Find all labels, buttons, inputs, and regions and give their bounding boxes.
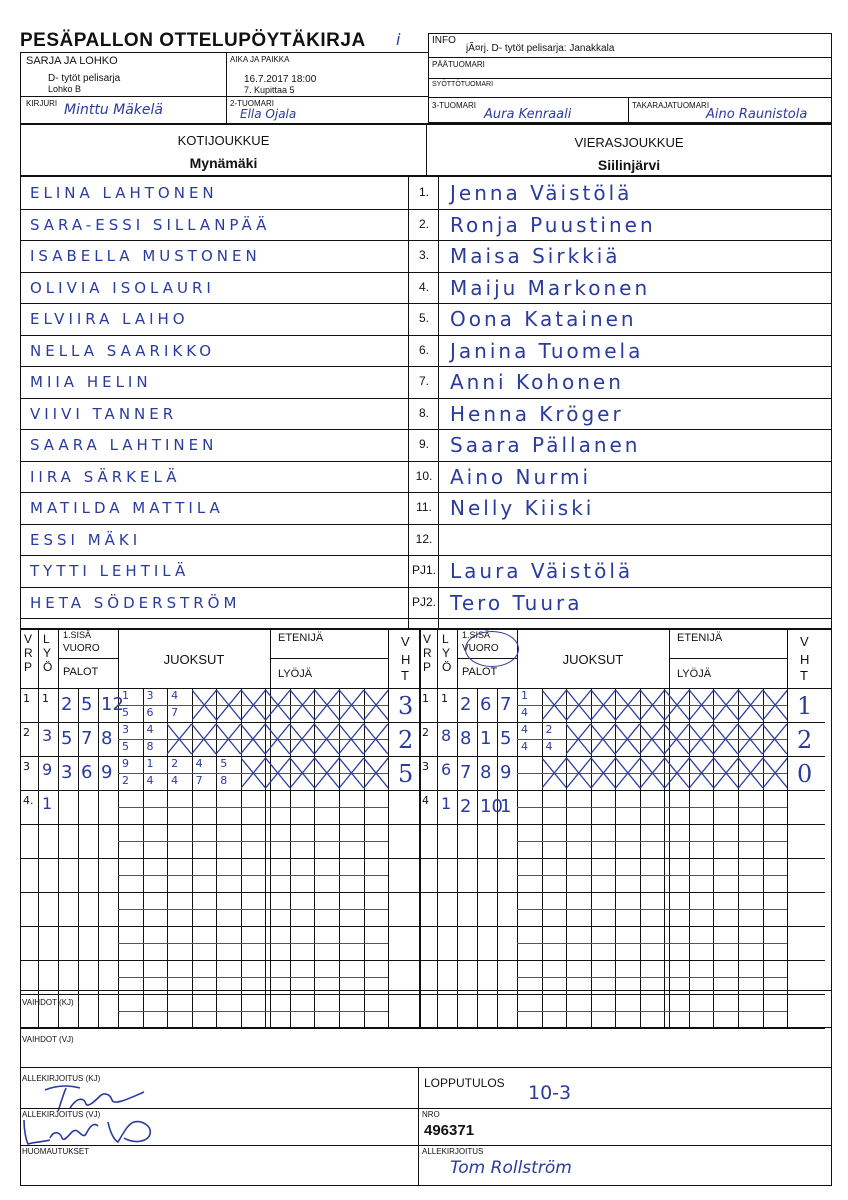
- away-yht-h: H: [800, 652, 810, 667]
- away-run-bottom: 4: [545, 740, 553, 753]
- series-label: SARJA JA LOHKO: [26, 55, 118, 67]
- roster-row: [20, 587, 832, 619]
- away-inning-ly: 8: [441, 726, 452, 745]
- home-palot-value: 9: [101, 762, 113, 783]
- home-player-name: IIRA SÄRKELÄ: [30, 467, 181, 486]
- info-label: INFO: [432, 35, 456, 46]
- home-run-top: 4: [171, 689, 179, 702]
- home-player-name: ELINA LAHTONEN: [30, 184, 218, 202]
- title-mark: i: [396, 30, 401, 49]
- away-crossed-cells: [542, 756, 788, 790]
- time-place-label: AIKA JA PAIKKA: [230, 55, 290, 64]
- home-palot-value: 6: [81, 762, 93, 783]
- home-player-name: OLIVIA ISOLAURI: [30, 278, 215, 297]
- home-run-bottom: 4: [171, 774, 179, 787]
- home-run-top: 3: [122, 723, 129, 736]
- subs-away-label: VAIHDOT (VJ): [22, 1035, 74, 1044]
- sign-value: Tom Rollström: [450, 1158, 572, 1178]
- sign-home-label: ALLEKIRJOITUS (KJ): [22, 1074, 101, 1083]
- away-first-in: 1.SISÄ: [462, 630, 491, 640]
- home-palot-value: 5: [81, 694, 93, 715]
- referee-label: PÄÄTUOMARI: [432, 60, 485, 69]
- home-team-name: Mynämäki: [189, 155, 258, 171]
- subs-home-label: VAIHDOT (KJ): [22, 998, 74, 1007]
- player-number: 12.: [415, 531, 433, 546]
- away-player-name: Nelly Kiiski: [450, 496, 595, 520]
- away-palot-value: 2: [460, 796, 472, 817]
- away-palot-value: 6: [480, 694, 492, 715]
- ref3-label: 3-TUOMARI: [432, 101, 476, 110]
- player-number: 3.: [418, 248, 429, 262]
- home-inning-no: 2: [23, 726, 30, 739]
- sign-away-label: ALLEKIRJOITUS (VJ): [22, 1110, 101, 1119]
- sign-label: ALLEKIRJOITUS: [422, 1147, 484, 1156]
- away-runs-header: JUOKSUT: [562, 652, 624, 667]
- home-inning-no: 1: [23, 692, 30, 705]
- home-palot-value: 8: [101, 728, 113, 749]
- roster-row: [20, 429, 832, 461]
- away-palot-value: 1: [480, 728, 492, 749]
- away-inning-total: 0: [797, 760, 813, 788]
- home-ly-o: Ö: [43, 660, 53, 674]
- away-player-name: Saara Pällanen: [450, 433, 641, 457]
- roster-row: [20, 555, 832, 587]
- player-number: 8.: [418, 405, 429, 420]
- away-palot-value: 7: [500, 694, 512, 715]
- away-player-name: Laura Väistölä: [450, 559, 634, 583]
- home-run-top: 5: [220, 757, 228, 770]
- home-palot-value: 3: [61, 762, 73, 783]
- home-first-in: 1.SISÄ: [63, 630, 92, 640]
- place-value: 7. Kupittaa 5: [244, 85, 295, 95]
- player-number: 2.: [418, 216, 429, 231]
- away-inning-total: 2: [797, 726, 813, 754]
- away-signature: [20, 1112, 170, 1148]
- nro-value: 496371: [424, 1122, 475, 1139]
- home-inning-no: 4.: [23, 794, 34, 807]
- final-value: 10-3: [528, 1082, 572, 1104]
- home-player-name: TYTTI LEHTILÄ: [30, 562, 190, 580]
- home-crossed-cells: [192, 688, 388, 722]
- away-inning-no: 4: [422, 794, 429, 807]
- home-palot-value: 7: [81, 728, 93, 749]
- home-advancer: ETENIJÄ: [278, 632, 324, 644]
- home-yht-h: H: [401, 652, 411, 667]
- away-player-name: Janina Tuomela: [450, 338, 644, 363]
- player-number: 11.: [416, 500, 432, 514]
- home-player-name: MATILDA MATTILA: [30, 499, 224, 517]
- away-palot-value: 2: [460, 694, 472, 715]
- home-player-name: MIIA HELIN: [30, 373, 152, 391]
- home-inning-total: 2: [398, 726, 414, 754]
- home-ly-y: Y: [43, 646, 52, 660]
- away-palot-value: 8: [460, 728, 472, 749]
- roster-row: [20, 335, 832, 367]
- home-team-label: KOTIJOUKKUE: [177, 133, 270, 148]
- player-number: 5.: [418, 311, 429, 325]
- home-player-name: ESSI MÄKI: [30, 530, 142, 549]
- away-burns: PALOT: [462, 666, 498, 678]
- notes-label: HUOMAUTUKSET: [22, 1147, 90, 1156]
- away-player-name: Ronja Puustinen: [450, 212, 656, 237]
- player-number: 4.: [418, 279, 429, 294]
- nro-label: NRO: [422, 1110, 440, 1119]
- roster-row: [20, 209, 832, 241]
- away-palot-value: 10: [480, 796, 503, 817]
- home-vrp-r: R: [24, 646, 33, 660]
- home-vrp-v: V: [24, 632, 33, 646]
- away-inning: VUORO: [462, 643, 499, 654]
- home-run-top: 1: [146, 757, 154, 770]
- ref2-label: 2-TUOMARI: [230, 99, 274, 108]
- away-inning-no: 2: [422, 726, 429, 739]
- player-number: 7.: [418, 374, 429, 388]
- away-run-top: 2: [545, 723, 553, 736]
- away-inning-ly: 6: [441, 760, 452, 779]
- away-player-name: Tero Tuura: [450, 590, 583, 615]
- away-player-name: Oona Katainen: [450, 307, 637, 331]
- home-player-name: ISABELLA MUSTONEN: [30, 247, 261, 265]
- away-palot-value: 8: [480, 762, 492, 783]
- home-run-bottom: 7: [171, 706, 179, 719]
- final-label: LOPPUTULOS: [424, 1076, 505, 1090]
- away-player-name: Aino Nurmi: [450, 464, 592, 489]
- away-ly-l: L: [442, 632, 449, 646]
- home-inning-no: 3: [23, 760, 30, 773]
- home-run-bottom: 8: [146, 740, 154, 753]
- home-inning-ly: 1: [42, 692, 49, 705]
- division-value: Lohko B: [48, 84, 82, 94]
- away-vrp-p: P: [423, 660, 432, 674]
- home-run-bottom: 6: [146, 706, 154, 719]
- away-palot-value: 9: [500, 762, 512, 783]
- away-crossed-cells: [566, 722, 787, 756]
- roster-row: [20, 398, 832, 430]
- away-crossed-cells: [542, 688, 788, 722]
- away-run-top: 1: [521, 689, 528, 702]
- home-inning-total: 5: [398, 760, 414, 788]
- roster-row: [20, 461, 832, 493]
- player-number: 10.: [415, 468, 433, 483]
- home-batter: LYÖJÄ: [278, 668, 313, 680]
- home-run-top: 1: [122, 689, 129, 702]
- away-advancer: ETENIJÄ: [677, 632, 723, 644]
- away-palot-value: 7: [460, 762, 472, 783]
- home-inning-ly: 9: [42, 760, 53, 779]
- away-vrp-v: V: [423, 632, 432, 646]
- home-crossed-cells: [167, 722, 388, 756]
- roster-row: [20, 524, 832, 556]
- away-player-name: Maisa Sirkkiä: [450, 244, 621, 268]
- recorder-value: Minttu Mäkelä: [64, 102, 163, 118]
- home-player-name: SARA-ESSI SILLANPÄÄ: [30, 215, 271, 234]
- home-run-bottom: 5: [122, 740, 129, 753]
- away-player-name: Anni Kohonen: [450, 370, 624, 394]
- away-run-bottom: 4: [521, 706, 528, 719]
- player-number: PJ1.: [411, 563, 436, 577]
- series-value: D- tytöt pelisarja: [48, 73, 121, 84]
- info-value: jÃ¤rj. D- tytöt pelisarja: Janakkala: [466, 43, 615, 54]
- roster-row: [20, 177, 832, 209]
- backref-label: TAKARAJATUOMARI: [632, 101, 710, 110]
- datetime-value: 16.7.2017 18:00: [244, 74, 317, 85]
- home-player-name: VIIVI TANNER: [30, 404, 178, 423]
- home-yht-y: V: [401, 634, 410, 649]
- roster-row: [20, 492, 832, 524]
- away-palot-value: 1: [500, 796, 512, 817]
- roster-row: [20, 240, 832, 272]
- away-palot-value: 5: [500, 728, 512, 749]
- player-number: PJ2.: [411, 594, 436, 609]
- away-run-top: 4: [521, 723, 528, 736]
- away-player-name: Henna Kröger: [450, 401, 624, 426]
- home-inning-ly: 1: [42, 794, 53, 813]
- home-burns: PALOT: [63, 666, 99, 678]
- away-ly-o: Ö: [442, 660, 452, 674]
- ref3-value: Aura Kenraali: [484, 107, 572, 122]
- away-yht-y: V: [800, 634, 809, 649]
- recorder-label: KIRJURI: [26, 99, 58, 108]
- away-inning-ly: 1: [441, 692, 448, 705]
- home-yht-t: T: [401, 668, 409, 683]
- roster-row: [20, 303, 832, 335]
- home-run-top: 4: [195, 757, 203, 770]
- home-vrp-p: P: [24, 660, 33, 674]
- roster-row: [20, 366, 832, 398]
- home-run-top: 9: [122, 757, 129, 770]
- home-run-top: 2: [171, 757, 179, 770]
- home-run-bottom: 4: [146, 774, 154, 787]
- away-vrp-r: R: [423, 646, 432, 660]
- home-palot-value: 2: [61, 694, 73, 715]
- away-player-name: Jenna Väistölä: [450, 181, 633, 205]
- away-batter: LYÖJÄ: [677, 668, 712, 680]
- home-run-top: 3: [146, 689, 154, 702]
- roster-row: [20, 272, 832, 304]
- home-palot-value: 12: [101, 694, 124, 715]
- home-inning-total: 3: [398, 692, 414, 720]
- form-title: PESÄPALLON OTTELUPÖYTÄKIRJA: [20, 30, 366, 51]
- away-inning-no: 3: [422, 760, 429, 773]
- home-player-name: SAARA LAHTINEN: [30, 436, 218, 454]
- home-crossed-cells: [241, 756, 388, 790]
- home-inning-ly: 3: [42, 726, 53, 745]
- home-run-bottom: 5: [122, 706, 129, 719]
- home-player-name: NELLA SAARIKKO: [30, 341, 216, 360]
- away-run-bottom: 4: [521, 740, 528, 753]
- home-run-bottom: 7: [195, 774, 203, 787]
- pitch-referee-label: SYÖTTÖTUOMARI: [432, 81, 494, 88]
- player-number: 1.: [418, 185, 429, 199]
- backref-value: Aino Raunistola: [706, 107, 808, 122]
- away-inning-ly: 1: [441, 794, 452, 813]
- away-team-label: VIERASJOUKKUE: [574, 135, 684, 150]
- away-inning-total: 1: [797, 692, 813, 720]
- home-ly-l: L: [43, 632, 50, 646]
- inning-circle-mark: [465, 631, 519, 667]
- away-player-name: Maiju Markonen: [450, 275, 651, 300]
- home-run-bottom: 8: [220, 774, 228, 787]
- ref2-value: Ella Ojala: [240, 107, 297, 121]
- away-inning-no: 1: [422, 692, 429, 705]
- away-team-name: Siilinjärvi: [597, 157, 661, 173]
- home-palot-value: 5: [61, 728, 73, 749]
- away-yht-t: T: [800, 668, 808, 683]
- home-run-top: 4: [146, 723, 154, 736]
- player-number: 6.: [418, 342, 429, 357]
- home-runs-header: JUOKSUT: [163, 652, 225, 667]
- home-run-bottom: 2: [122, 774, 129, 787]
- home-player-name: HETA SÖDERSTRÖM: [30, 593, 241, 612]
- home-player-name: ELVIIRA LAIHO: [30, 310, 189, 328]
- home-inning: VUORO: [63, 643, 100, 654]
- player-number: 9.: [418, 437, 429, 451]
- away-ly-y: Y: [442, 646, 451, 660]
